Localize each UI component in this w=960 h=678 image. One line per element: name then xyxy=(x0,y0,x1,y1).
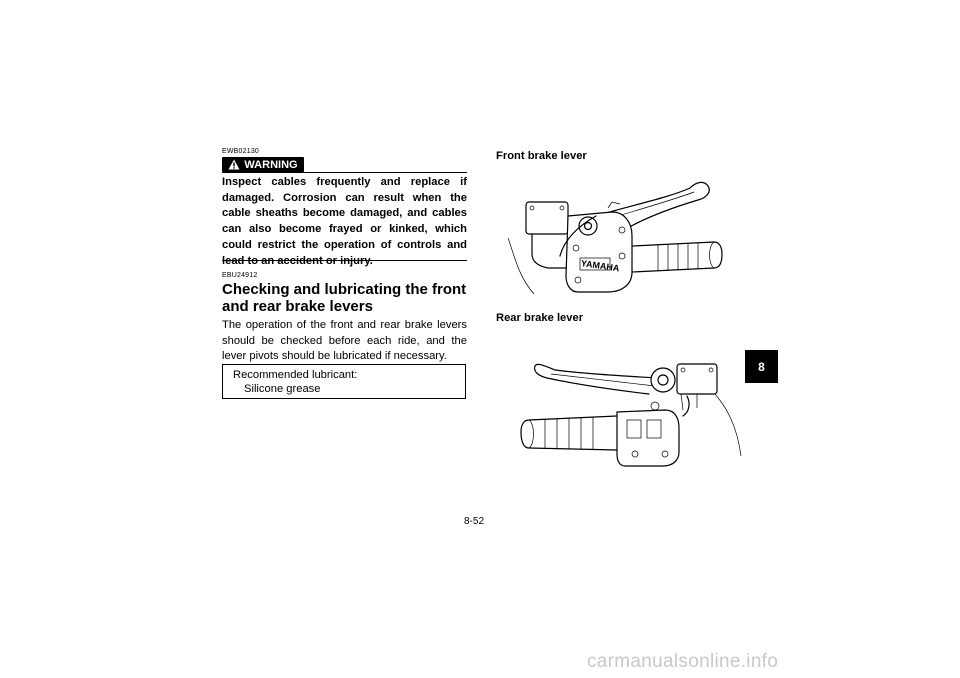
warning-code: EWB02130 xyxy=(222,148,260,155)
chapter-tab-label: 8 xyxy=(758,359,765,374)
chapter-tab xyxy=(745,350,778,383)
lubricant-box xyxy=(222,364,466,399)
lubricant-value: Silicone grease xyxy=(244,382,321,395)
front-figure-title: Front brake lever xyxy=(496,150,587,162)
section-code: EBU24912 xyxy=(222,272,258,279)
yamaha-logo-text: YAMAHA xyxy=(580,258,620,274)
warning-text: Inspect cables frequently and replace if damaged. Corrosion can result when the cable sheaths become damaged, and cables can also become frayed or kinked, which could restrict the operation of controls and lead to an accident or injury. xyxy=(222,176,467,267)
warning-triangle-icon xyxy=(228,159,240,170)
front-brake-lever-illustration xyxy=(508,176,730,300)
rear-figure-title: Rear brake lever xyxy=(496,312,584,324)
section-body: The operation of the front and rear brake levers should be checked before each ride, and the lever pivots should be lubricated if necessary. xyxy=(222,319,467,363)
warning-bottom-rule xyxy=(222,260,467,261)
rear-brake-lever-illustration xyxy=(515,356,743,470)
page-number: 8-52 xyxy=(464,516,485,527)
section-heading: Checking and lubricating the front and rear brake levers xyxy=(222,281,467,315)
watermark: carmanualsonline.info xyxy=(587,651,779,672)
lubricant-label: Recommended lubricant: xyxy=(233,369,358,381)
warning-badge xyxy=(222,157,304,172)
warning-badge-label: WARNING xyxy=(244,158,298,171)
warning-top-rule xyxy=(222,172,467,173)
